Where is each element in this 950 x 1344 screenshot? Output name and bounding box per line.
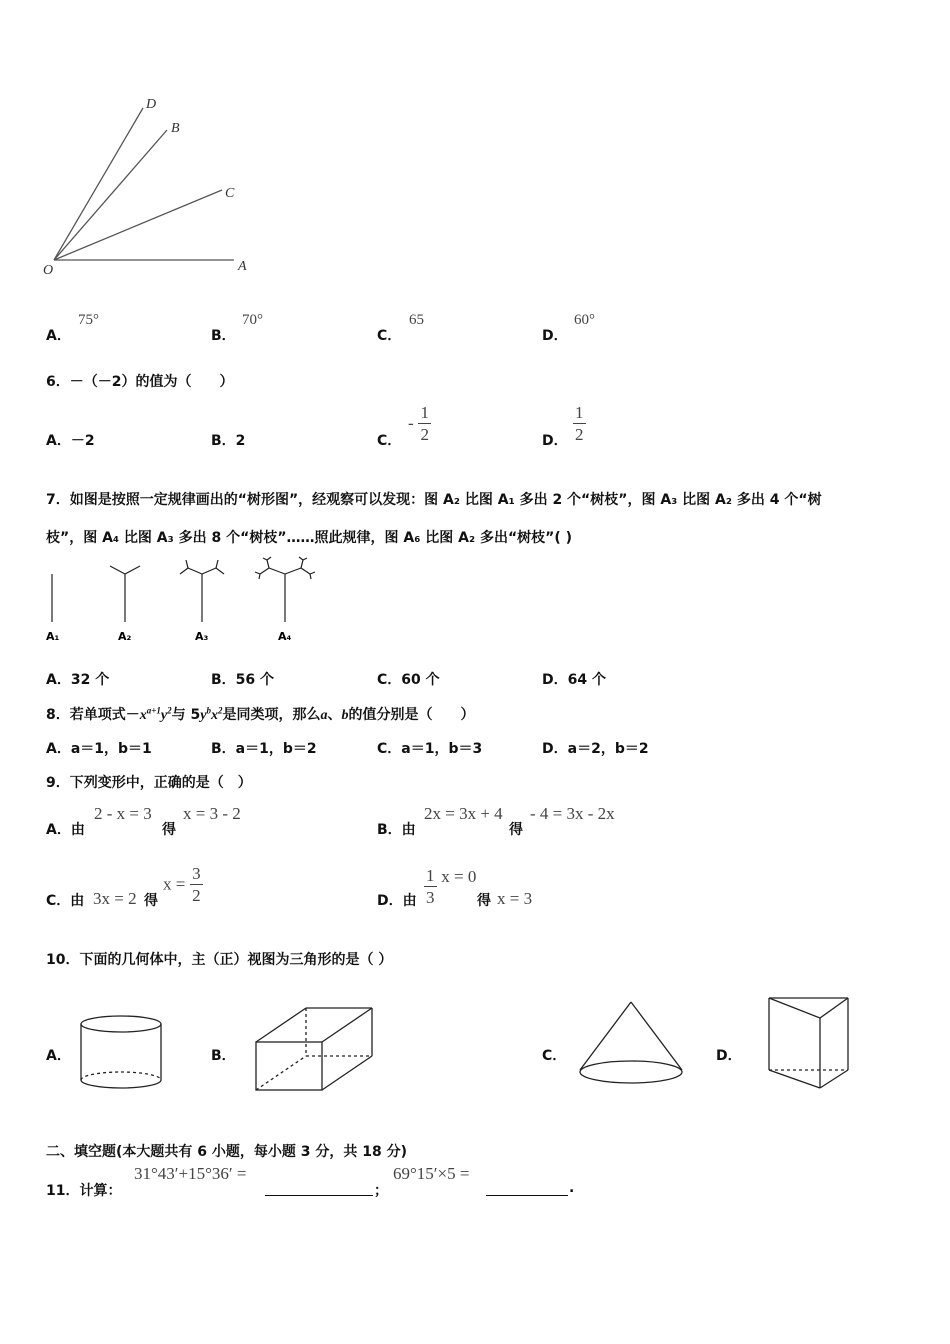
- q11-answer-blank-1[interactable]: [265, 1177, 373, 1196]
- q9-option-c-de: 得: [144, 893, 158, 909]
- q9-option-c-letter: C．由: [46, 893, 85, 909]
- q10-option-b-letter: B．: [211, 1048, 236, 1064]
- q6-option-b: B．2: [211, 433, 246, 449]
- cylinder-shape: [78, 1012, 168, 1092]
- q5-option-c-value: 65: [409, 312, 424, 328]
- ray-OC: [54, 190, 222, 260]
- q7-option-d: D．64 个: [542, 672, 606, 688]
- q5-option-d-value: 60°: [574, 312, 595, 328]
- q5-option-d-letter: D．: [542, 328, 568, 344]
- q10-option-c-letter: C．: [542, 1048, 567, 1064]
- tree-label-a3: A₃: [195, 630, 209, 643]
- q7-option-a: A．32 个: [46, 672, 110, 688]
- q9-option-a-eq1: 2 - x = 3: [94, 804, 152, 823]
- tree-label-a4: A₄: [278, 630, 292, 643]
- q6-option-d-letter: D．: [542, 433, 568, 449]
- q10-stem: 10．下面的几何体中，主（正）视图为三角形的是（ ）: [46, 952, 393, 968]
- ray-OB: [54, 130, 167, 260]
- q6-option-c-value: - $\frac{1}{2}$: [408, 403, 429, 444]
- q8-option-a: A．a＝1，b＝1: [46, 741, 152, 757]
- q9-option-d-de: 得: [477, 893, 491, 909]
- label-B: B: [171, 121, 180, 136]
- q9-option-a-de: 得: [162, 822, 176, 838]
- q11-end: .: [569, 1180, 575, 1196]
- q5-option-b-letter: B．: [211, 328, 236, 344]
- q6-option-c-letter: C．: [377, 433, 402, 449]
- q7-stem-line1: 7．如图是按照一定规律画出的“树形图”，经观察可以发现：图 A₂ 比图 A₁ 多出 2 个“树枝”，图 A₃ 比图 A₂ 多出 4 个“树: [46, 492, 822, 508]
- q9-option-b-eq1: 2x = 3x + 4: [424, 804, 503, 823]
- q11-separator: ；: [374, 1183, 388, 1199]
- q9-option-a-eq2: x = 3 - 2: [183, 804, 241, 823]
- triangular-prism-shape: [764, 994, 854, 1084]
- label-D: D: [146, 97, 157, 112]
- q5-option-c-letter: C．: [377, 328, 402, 344]
- q9-option-c-eq2: x = $\frac{3}{2}$: [163, 864, 201, 905]
- q9-option-a-letter: A．由: [46, 822, 85, 838]
- q10-option-d-letter: D．: [716, 1048, 742, 1064]
- q8-option-d: D．a＝2，b＝2: [542, 741, 649, 757]
- q6-option-d-value: $\frac{1}{2}$: [575, 403, 584, 444]
- q7-option-c: C．60 个: [377, 672, 440, 688]
- tree-figures: [40, 560, 380, 650]
- q11-label: 11．计算：: [46, 1183, 122, 1199]
- q11-answer-blank-2[interactable]: [486, 1177, 568, 1196]
- q6-stem: 6．－（－2）的值为（ ）: [46, 374, 234, 390]
- tree-label-a2: A₂: [118, 630, 132, 643]
- ray-OD: [54, 108, 143, 260]
- q8-option-c: C．a＝1，b＝3: [377, 741, 483, 757]
- q9-option-b-letter: B．由: [377, 822, 416, 838]
- q9-option-c-eq1: 3x = 2: [93, 889, 137, 908]
- q8-stem: 8．若单项式$-x^{a+1}y^2$与 $5y^bx^2$是同类项，那么a、b的值分别是（ ）: [46, 705, 475, 723]
- label-O: O: [43, 263, 54, 278]
- q7-option-b: B．56 个: [211, 672, 275, 688]
- q5-option-a-letter: A．: [46, 328, 71, 344]
- q9-option-b-eq2: - 4 = 3x - 2x: [530, 804, 615, 823]
- q9-stem: 9．下列变形中，正确的是（ ）: [46, 775, 252, 791]
- q10-option-a-letter: A．: [46, 1048, 71, 1064]
- cone-shape: [576, 998, 686, 1088]
- angle-figure: [0, 90, 260, 290]
- q6-option-a: A．－2: [46, 433, 95, 449]
- q9-option-d-letter: D．由: [377, 893, 417, 909]
- q8-option-b: B．a＝1，b＝2: [211, 741, 317, 757]
- q9-option-b-de: 得: [509, 822, 523, 838]
- section-2-title: 二、填空题(本大题共有 6 小题，每小题 3 分，共 18 分): [46, 1144, 408, 1160]
- cuboid-shape: [250, 1004, 380, 1094]
- q5-option-b-value: 70°: [242, 312, 263, 328]
- label-C: C: [225, 186, 235, 201]
- q7-stem-line2: 枝”，图 A₄ 比图 A₃ 多出 8 个“树枝”……照此规律，图 A₆ 比图 A₂ 多出“树枝”( ): [46, 530, 573, 546]
- q9-option-d-eq1: $\frac{1}{3}$ x = 0: [426, 866, 477, 907]
- q11-expr2: 69°15′×5 =: [393, 1164, 470, 1183]
- q11-expr1: 31°43′+15°36′ =: [134, 1164, 247, 1183]
- q9-option-d-eq2: x = 3: [497, 889, 533, 908]
- label-A: A: [238, 259, 247, 274]
- tree-label-a1: A₁: [46, 630, 60, 643]
- q5-option-a-value: 75°: [78, 312, 99, 328]
